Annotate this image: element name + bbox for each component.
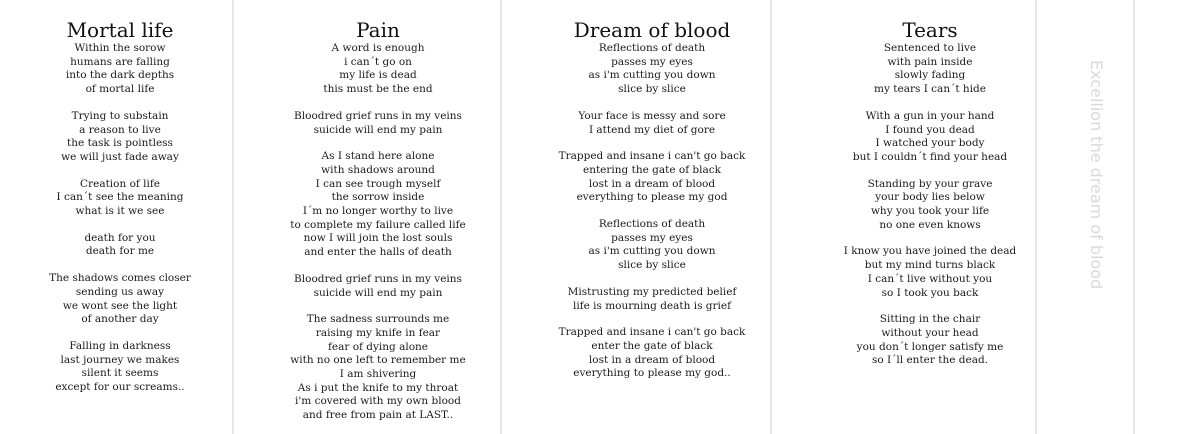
poem-body bbox=[830, 42, 1030, 368]
poem-line: everything to please my god.. bbox=[573, 367, 731, 380]
poem-line: slice by slice bbox=[618, 83, 686, 96]
poem-line: Standing by your grave bbox=[867, 177, 993, 190]
stanza bbox=[532, 326, 772, 381]
fold-line bbox=[1133, 0, 1135, 434]
poem-line: i can´t go on bbox=[344, 55, 412, 68]
poem-line: what is it we see bbox=[75, 205, 165, 218]
fold-line bbox=[232, 0, 234, 434]
poem-line: my life is dead bbox=[339, 69, 417, 82]
poem-line: As i put the knife to my throat bbox=[297, 381, 459, 394]
poem-line: With a gun in your hand bbox=[865, 109, 995, 122]
panel-dream-of-blood bbox=[532, 0, 772, 434]
poem-line: raising my knife in fear bbox=[315, 326, 441, 339]
poem-line: we wont see the light bbox=[62, 299, 178, 312]
poem-line: lost in a dream of blood bbox=[588, 353, 716, 366]
poem-body bbox=[20, 42, 220, 395]
poem-body bbox=[532, 42, 772, 381]
stanza bbox=[20, 340, 220, 395]
panel-mortal-life bbox=[20, 0, 220, 434]
poem-line: The sadness surrounds me bbox=[306, 313, 450, 326]
stanza bbox=[258, 42, 498, 97]
poem-line: your body lies below bbox=[875, 191, 985, 204]
poem-line: I found you dead bbox=[885, 123, 975, 136]
poem-line: of mortal life bbox=[85, 83, 155, 96]
poem-line: I can see trough myself bbox=[315, 177, 441, 190]
poem-title: Mortal life bbox=[66, 18, 174, 42]
stanza bbox=[532, 42, 772, 97]
poem-line: lost in a dream of blood bbox=[588, 177, 716, 190]
poem-line: I attend my diet of gore bbox=[588, 123, 716, 136]
stanza bbox=[20, 110, 220, 165]
poem-line: but my mind turns black bbox=[864, 259, 996, 272]
poem-line: now I will join the lost souls bbox=[303, 232, 453, 245]
poem-line: death for you bbox=[84, 231, 156, 244]
poem-line: I´m no longer worthy to live bbox=[302, 205, 454, 218]
stanza bbox=[20, 178, 220, 219]
stanza bbox=[532, 150, 772, 205]
poem-line: everything to please my god bbox=[576, 191, 728, 204]
fold-line bbox=[500, 0, 502, 434]
poem-line: and enter the halls of death bbox=[304, 246, 452, 259]
poem-line: I can´t see the meaning bbox=[56, 191, 184, 204]
poem-line: but I couldn´t find your head bbox=[852, 150, 1008, 163]
stanza bbox=[532, 286, 772, 313]
poem-line: i'm covered with my own blood bbox=[295, 395, 461, 408]
poem-line: of another day bbox=[81, 313, 159, 326]
poem-line: as i'm cutting you down bbox=[588, 69, 716, 82]
poem-line: As I stand here alone bbox=[321, 150, 435, 163]
stanza bbox=[532, 110, 772, 137]
poem-line: without your head bbox=[881, 326, 979, 339]
poem-line: life is mourning death is grief bbox=[572, 299, 732, 312]
poem-line: Trapped and insane i can't go back bbox=[558, 150, 746, 163]
poem-line: slice by slice bbox=[618, 259, 686, 272]
poem-line: and free from pain at LAST.. bbox=[302, 409, 454, 422]
poem-line: Creation of life bbox=[80, 177, 160, 190]
poem-line: so I´ll enter the dead. bbox=[871, 354, 989, 367]
poem-line: to complete my failure called life bbox=[290, 218, 466, 231]
poem-line: suicide will end my pain bbox=[313, 123, 443, 136]
poem-line: silent it seems bbox=[81, 367, 159, 380]
poem-line: a reason to live bbox=[79, 123, 161, 136]
panel-tears bbox=[830, 0, 1030, 434]
poem-line: with no one left to remember me bbox=[290, 354, 466, 367]
poem-line: as i'm cutting you down bbox=[588, 245, 716, 258]
poem-line: into the dark depths bbox=[65, 69, 175, 82]
poem-line: slowly fading bbox=[894, 69, 966, 82]
poem-line: the task is pointless bbox=[67, 137, 173, 150]
poem-title: Pain bbox=[356, 18, 400, 42]
poem-body bbox=[258, 42, 498, 423]
poem-line: Sitting in the chair bbox=[879, 313, 981, 326]
poem-line: Within the sorow bbox=[74, 42, 166, 54]
poem-line: enter the gate of black bbox=[591, 339, 713, 352]
poem-line: so I took you back bbox=[881, 286, 979, 299]
poem-line: passes my eyes bbox=[611, 231, 693, 244]
poem-line: Falling in darkness bbox=[69, 339, 171, 352]
poem-line: I know you have joined the dead bbox=[843, 245, 1017, 258]
stanza bbox=[830, 245, 1030, 300]
poem-line: Trying to substain bbox=[71, 109, 169, 122]
poem-line: entering the gate of black bbox=[582, 163, 722, 176]
poem-line: with pain inside bbox=[887, 55, 973, 68]
stanza bbox=[258, 110, 498, 137]
poem-line: fear of dying alone bbox=[327, 340, 428, 353]
poem-line: Trapped and insane i can't go back bbox=[558, 326, 746, 339]
poem-line: except for our screams.. bbox=[55, 381, 185, 394]
poem-line: Mistrusting my predicted belief bbox=[567, 285, 737, 298]
fold-line bbox=[1035, 0, 1037, 434]
poem-line: Reflections of death bbox=[598, 218, 706, 231]
poem-line: I am shivering bbox=[339, 368, 417, 381]
stanza bbox=[20, 232, 220, 259]
stanza bbox=[830, 42, 1030, 97]
stanza bbox=[20, 42, 220, 97]
poem-line: we will just fade away bbox=[61, 150, 179, 163]
stanza bbox=[258, 273, 498, 300]
stanza bbox=[258, 150, 498, 260]
poem-line: Reflections of death bbox=[598, 42, 706, 54]
stanza bbox=[532, 218, 772, 273]
poem-line: you don´t longer satisfy me bbox=[856, 340, 1004, 353]
poem-line: why you took your life bbox=[870, 205, 990, 218]
poem-line: I can´t live without you bbox=[867, 272, 993, 285]
poem-line: last journey we makes bbox=[60, 353, 180, 366]
poem-line: humans are falling bbox=[70, 55, 170, 68]
stanza bbox=[830, 178, 1030, 233]
poem-line: Bloodred grief runs in my veins bbox=[294, 109, 462, 122]
poem-line: Bloodred grief runs in my veins bbox=[294, 272, 462, 285]
poem-line: passes my eyes bbox=[611, 55, 693, 68]
poem-line: I watched your body bbox=[875, 137, 985, 150]
poem-line: The shadows comes closer bbox=[49, 272, 191, 285]
back-cover-mirrored-text bbox=[1078, 60, 1108, 360]
poem-line: my tears I can´t hide bbox=[874, 83, 986, 96]
poem-line: no one even knows bbox=[879, 218, 981, 231]
poem-line: A word is enough bbox=[331, 42, 425, 54]
stanza bbox=[20, 272, 220, 327]
poem-line: the sorrow inside bbox=[331, 191, 425, 204]
stanza bbox=[830, 110, 1030, 165]
poem-line: Your face is messy and sore bbox=[578, 109, 726, 122]
poem-title: Dream of blood bbox=[573, 18, 731, 42]
stanza bbox=[258, 313, 498, 423]
poem-title: Tears bbox=[902, 18, 958, 42]
poem-line: sending us away bbox=[75, 285, 165, 298]
panel-pain bbox=[258, 0, 498, 434]
poem-line: Sentenced to live bbox=[883, 42, 977, 54]
poem-line: with shadows around bbox=[321, 163, 435, 176]
poem-line: this must be the end bbox=[323, 83, 433, 96]
poem-line: suicide will end my pain bbox=[313, 286, 443, 299]
stanza bbox=[830, 313, 1030, 368]
back-cover-text: Excellion the dream of blood bbox=[1087, 60, 1106, 290]
poem-line: death for me bbox=[85, 245, 155, 258]
